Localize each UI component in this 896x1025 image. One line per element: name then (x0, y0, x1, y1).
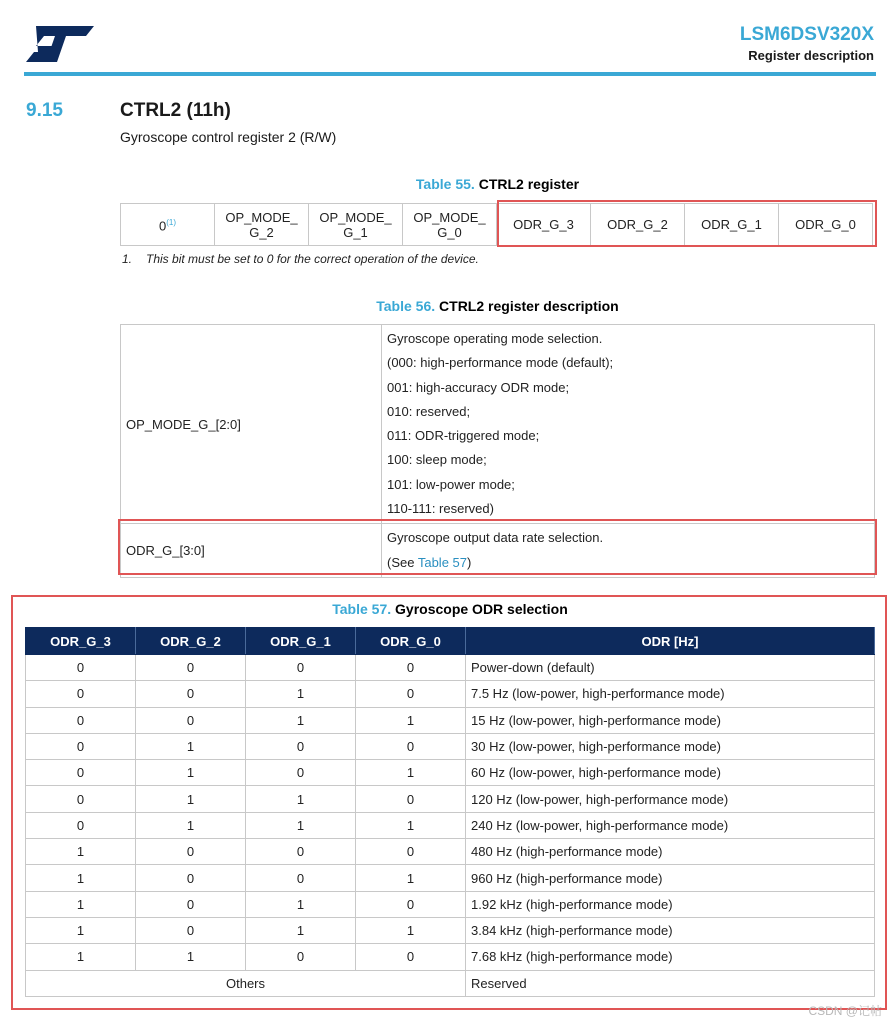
description-line: 010: reserved; (387, 403, 471, 419)
description-line: 011: ODR-triggered mode; (387, 428, 540, 444)
bit-value-cell: 0 (136, 839, 246, 865)
bit-value-cell: 1 (246, 681, 356, 707)
bit-value-cell: 1 (356, 865, 466, 891)
field-name-cell (121, 325, 382, 524)
table-header-row (26, 628, 875, 655)
bit-value-cell: 0 (246, 733, 356, 759)
table57-caption-text: Gyroscope ODR selection (395, 601, 568, 617)
odr-value-cell: 1.92 kHz (high-performance mode) (466, 891, 875, 917)
table57-caption-number: Table 57. (332, 601, 392, 617)
bit-value-cell: 0 (136, 917, 246, 943)
table57-caption (25, 601, 875, 617)
bit-value-cell: 1 (136, 733, 246, 759)
bit-value-cell: 1 (26, 944, 136, 970)
register-bit-3-label: ODR_G_3 (513, 217, 574, 232)
bit-value-cell: 0 (26, 760, 136, 786)
table57-link[interactable]: Table 57 (417, 554, 467, 570)
footnote-text: This bit must be set to 0 for the correct operation of the device. (146, 252, 479, 266)
register-bit-cell (309, 204, 403, 246)
st-logo (24, 24, 96, 64)
register-bit-7-label: 0 (158, 218, 167, 234)
table-row (26, 786, 875, 812)
table-row (26, 944, 875, 970)
table-row (26, 812, 875, 838)
register-bit-cell (121, 204, 215, 246)
bit-value-cell: 0 (356, 891, 466, 917)
watermark: CSDN @记帖 (808, 1004, 882, 1018)
register-bit-cell (403, 204, 497, 246)
bit-value-cell: 0 (356, 681, 466, 707)
bit-value-cell: 1 (246, 917, 356, 943)
bit-value-cell: 0 (246, 760, 356, 786)
description-line: Gyroscope output data rate selection. (387, 530, 604, 546)
odr-value-cell: 120 Hz (low-power, high-performance mode) (466, 786, 875, 812)
bit-value-cell: 0 (26, 786, 136, 812)
field-description-cell (382, 325, 875, 524)
bit-value-cell: 1 (356, 760, 466, 786)
bit-value-cell: 1 (356, 812, 466, 838)
bit-value-cell: 0 (26, 733, 136, 759)
column-header: ODR_G_2 (136, 628, 246, 655)
column-header: ODR [Hz] (466, 628, 875, 655)
description-line: 100: sleep mode; (387, 452, 487, 468)
description-row (121, 325, 875, 524)
odr-value-cell: 60 Hz (low-power, high-performance mode) (466, 760, 875, 786)
footnote-number: 1. (122, 252, 133, 266)
bit-value-cell: 1 (26, 917, 136, 943)
bit-value-cell: 0 (26, 681, 136, 707)
table-row (26, 655, 875, 681)
column-header: ODR_G_1 (246, 628, 356, 655)
table55-caption-text: CTRL2 register (478, 176, 580, 192)
see-suffix: ) (467, 554, 472, 570)
bit-value-cell: 1 (246, 812, 356, 838)
bit-value-cell: 0 (356, 944, 466, 970)
others-value-cell: Reserved (466, 970, 875, 996)
bit-value-cell: 0 (26, 655, 136, 681)
table-row (26, 760, 875, 786)
section-subtitle: Gyroscope control register 2 (R/W) (120, 129, 337, 145)
register-bit-1-label: ODR_G_1 (701, 217, 762, 232)
bit-value-cell: 1 (136, 812, 246, 838)
table57-body (26, 655, 875, 997)
register-bit-2-label: ODR_G_2 (607, 217, 668, 232)
description-line: Gyroscope operating mode selection. (387, 331, 603, 346)
bit-value-cell: 1 (26, 839, 136, 865)
table56-caption (120, 298, 875, 314)
table55-footnote (122, 252, 479, 266)
odr-bits-highlight (497, 200, 877, 247)
bit-value-cell: 0 (246, 839, 356, 865)
bit-value-cell: 1 (246, 707, 356, 733)
bit-value-cell: 0 (356, 786, 466, 812)
bit-value-cell: 1 (136, 760, 246, 786)
document-subtitle: Register description (748, 48, 874, 63)
table56-caption-text: CTRL2 register description (439, 298, 619, 314)
bit-value-cell: 1 (136, 944, 246, 970)
odr-value-cell: 7.5 Hz (low-power, high-performance mode) (466, 681, 875, 707)
odr-value-cell: 960 Hz (high-performance mode) (466, 865, 875, 891)
odr-value-cell: 7.68 kHz (high-performance mode) (466, 944, 875, 970)
table56-caption-number: Table 56. (376, 298, 436, 314)
footnote-ref: (1) (166, 218, 176, 228)
bit-value-cell: 1 (246, 786, 356, 812)
field-name: ODR_G_[3:0] (126, 543, 205, 559)
see-prefix: (See (387, 554, 418, 570)
bit-value-cell: 1 (246, 891, 356, 917)
table-row (26, 839, 875, 865)
description-line: (000: high-performance mode (default); (387, 355, 614, 371)
register-bit-cell (215, 204, 309, 246)
register-bit-6-label: OP_MODE_ G_2 (225, 209, 298, 240)
bit-value-cell: 0 (136, 707, 246, 733)
section-number: 9.15 (26, 100, 63, 121)
table-row (26, 891, 875, 917)
column-header: ODR_G_3 (26, 628, 136, 655)
table-row (26, 917, 875, 943)
table-row (26, 733, 875, 759)
description-line: 101: low-power mode; (387, 476, 515, 492)
bit-value-cell: 0 (136, 681, 246, 707)
bit-value-cell: 0 (26, 812, 136, 838)
description-line: 110-111: reserved) (387, 501, 494, 517)
bit-value-cell: 0 (136, 655, 246, 681)
bit-value-cell: 0 (246, 944, 356, 970)
bit-value-cell: 1 (356, 707, 466, 733)
odr-value-cell: Power-down (default) (466, 655, 875, 681)
bit-value-cell: 1 (26, 891, 136, 917)
section-title: CTRL2 (11h) (120, 100, 231, 121)
bit-value-cell: 1 (136, 786, 246, 812)
odr-value-cell: 30 Hz (low-power, high-performance mode) (466, 733, 875, 759)
odr-value-cell: 240 Hz (low-power, high-performance mode) (466, 812, 875, 838)
table-row (26, 865, 875, 891)
bit-value-cell: 0 (356, 733, 466, 759)
table-row (26, 707, 875, 733)
bit-value-cell: 0 (136, 865, 246, 891)
table55-caption (120, 176, 875, 192)
odr-value-cell: 480 Hz (high-performance mode) (466, 839, 875, 865)
bit-value-cell: 1 (356, 917, 466, 943)
register-bit-5-label: OP_MODE_ G_1 (319, 209, 392, 240)
register-bit-4-label: OP_MODE_ G_0 (413, 209, 486, 240)
table55-caption-number: Table 55. (415, 176, 475, 192)
description-line: 001: high-accuracy ODR mode; (387, 379, 570, 395)
odr-value-cell: 15 Hz (low-power, high-performance mode) (466, 707, 875, 733)
bit-value-cell: 0 (246, 865, 356, 891)
odr-value-cell: 3.84 kHz (high-performance mode) (466, 917, 875, 943)
bit-value-cell: 0 (356, 839, 466, 865)
bit-value-cell: 0 (246, 655, 356, 681)
table-row (26, 681, 875, 707)
column-header: ODR_G_0 (356, 628, 466, 655)
header-rule (24, 72, 876, 76)
odr-row-highlight (118, 519, 877, 575)
field-name: OP_MODE_G_[2:0] (126, 416, 241, 432)
gyroscope-odr-table (25, 627, 875, 997)
bit-value-cell: 0 (26, 707, 136, 733)
table-row (26, 970, 875, 996)
bit-value-cell: 0 (356, 655, 466, 681)
bit-value-cell: 0 (136, 891, 246, 917)
document-title: LSM6DSV320X (739, 24, 874, 45)
others-label-cell: Others (26, 970, 466, 996)
bit-value-cell: 1 (26, 865, 136, 891)
register-bit-0-label: ODR_G_0 (795, 217, 856, 232)
